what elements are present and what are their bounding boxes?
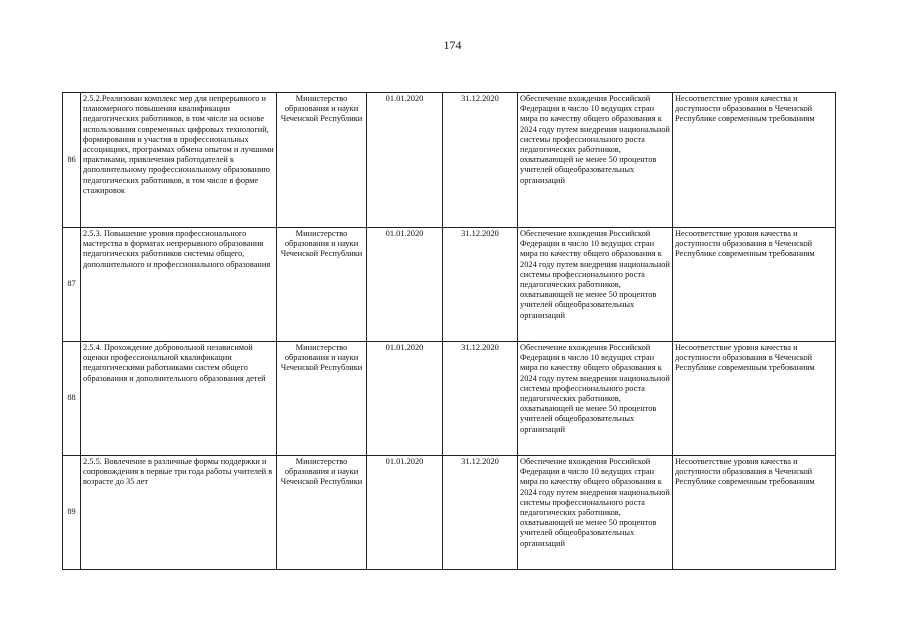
measure-description: 2.5.5. Вовлечение в различные формы поддержки и сопровождения в первые три года работы учителей в возрасте до 35 лет — [81, 456, 277, 570]
responsible-executor: Министерство образования и науки Чеченской Республики — [277, 228, 367, 342]
expected-result: Обеспечение вхождения Российской Федерации в число 10 ведущих стран мира по качеству общего образования к 2024 году путем внедрения национальной системы профессионального роста педагогических работников, охватывающей не менее 50 процентов учителей общеобразовательных организаций — [518, 93, 673, 228]
page-number: 174 — [443, 38, 462, 52]
responsible-executor: Министерство образования и науки Чеченской Республики — [277, 93, 367, 228]
row-number: 88 — [63, 342, 81, 456]
responsible-executor: Министерство образования и науки Чеченской Республики — [277, 456, 367, 570]
non-implementation-consequence: Несоответствие уровня качества и доступности образования в Чеченской Республике современным требованиям — [673, 93, 836, 228]
responsible-executor: Министерство образования и науки Чеченской Республики — [277, 342, 367, 456]
expected-result: Обеспечение вхождения Российской Федерации в число 10 ведущих стран мира по качеству общего образования к 2024 году путем внедрения национальной системы профессионального роста педагогических работников, охватывающей не менее 50 процентов учителей общеобразовательных организаций — [518, 342, 673, 456]
table-row — [63, 456, 836, 570]
table-row — [63, 228, 836, 342]
expected-result: Обеспечение вхождения Российской Федерации в число 10 ведущих стран мира по качеству общего образования к 2024 году путем внедрения национальной системы профессионального роста педагогических работников, охватывающей не менее 50 процентов учителей общеобразовательных организаций — [518, 228, 673, 342]
measure-description: 2.5.2.Реализован комплекс мер для непрерывного и планомерного повышения квалификации педагогических работников, в том числе на основе использования современных цифровых технологий, формирования и участия в профессиональных ассоциациях, программах обмена опытом и лучшими практиками, привлечения работодателей к дополнительному профессиональному образованию педагогических работников, в том числе в форме стажировок — [81, 93, 277, 228]
start-date: 01.01.2020 — [367, 456, 443, 570]
non-implementation-consequence: Несоответствие уровня качества и доступности образования в Чеченской Республике современным требованиям — [673, 456, 836, 570]
end-date: 31.12.2020 — [443, 342, 518, 456]
row-number: 86 — [63, 93, 81, 228]
measures-table — [62, 92, 836, 570]
row-number: 89 — [63, 456, 81, 570]
table-row — [63, 93, 836, 228]
expected-result: Обеспечение вхождения Российской Федерации в число 10 ведущих стран мира по качеству общего образования к 2024 году путем внедрения национальной системы профессионального роста педагогических работников, охватывающей не менее 50 процентов учителей общеобразовательных организаций — [518, 456, 673, 570]
non-implementation-consequence: Несоответствие уровня качества и доступности образования в Чеченской Республике современным требованиям — [673, 342, 836, 456]
measure-description: 2.5.3. Повышение уровня профессионального мастерства в форматах непрерывного образования педагогических работников системы общего, дополнительного и профессионального образования — [81, 228, 277, 342]
start-date: 01.01.2020 — [367, 228, 443, 342]
start-date: 01.01.2020 — [367, 93, 443, 228]
table-row — [63, 342, 836, 456]
start-date: 01.01.2020 — [367, 342, 443, 456]
end-date: 31.12.2020 — [443, 456, 518, 570]
row-number: 87 — [63, 228, 81, 342]
end-date: 31.12.2020 — [443, 93, 518, 228]
end-date: 31.12.2020 — [443, 228, 518, 342]
measure-description: 2.5.4. Прохождение добровольной независимой оценки профессиональной квалификации педагогическими работниками систем общего образования и дополнительного образования детей — [81, 342, 277, 456]
non-implementation-consequence: Несоответствие уровня качества и доступности образования в Чеченской Республике современным требованиям — [673, 228, 836, 342]
